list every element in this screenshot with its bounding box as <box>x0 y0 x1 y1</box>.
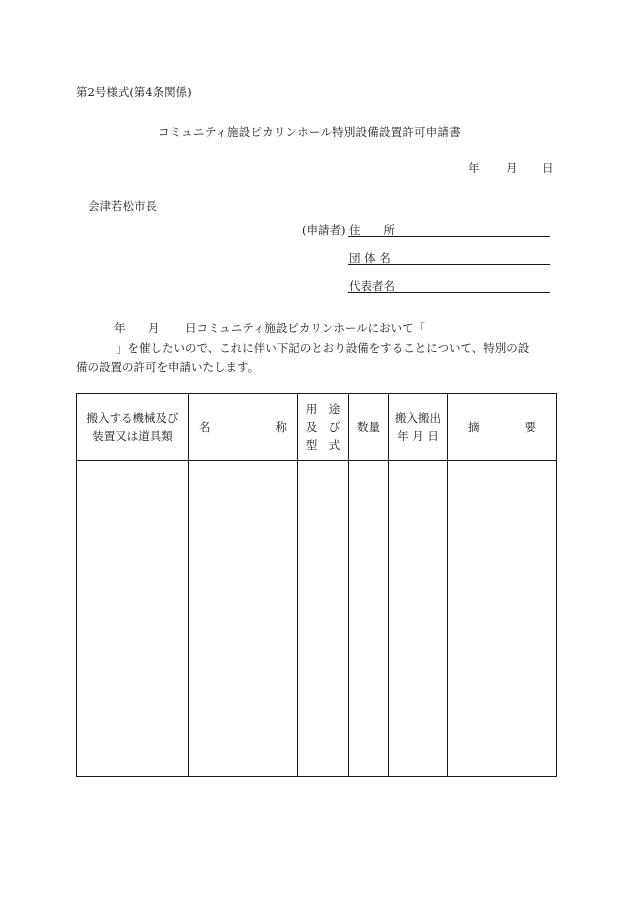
equipment-table <box>76 393 557 777</box>
representative-field[interactable] <box>348 292 550 293</box>
header-usage-type: 用 途 及 び 型 式 <box>298 394 349 461</box>
header-move-dates: 搬入搬出 年 月 日 <box>389 394 448 461</box>
header-quantity: 数量 <box>349 394 389 461</box>
date-month-label: 月 <box>506 161 518 175</box>
request-closing-text: 備の設置の許可を申請いたします。 <box>76 360 260 374</box>
date-day-label: 日 <box>542 161 554 175</box>
table-row <box>77 461 557 777</box>
address-field[interactable] <box>348 236 550 237</box>
cell-move-dates[interactable] <box>389 461 448 777</box>
cell-equipment[interactable] <box>77 461 189 777</box>
event-month-label: 月 <box>148 321 160 335</box>
cell-quantity[interactable] <box>349 461 389 777</box>
application-date <box>460 160 560 176</box>
form-title: コミュニティ施設ピカリンホール特別設備設置許可申請書 <box>158 125 461 139</box>
cell-usage-type[interactable] <box>298 461 349 777</box>
group-name-field[interactable] <box>348 264 550 265</box>
group-name-label: 団 体 名 <box>349 251 391 265</box>
cell-remarks[interactable] <box>448 461 557 777</box>
event-year-label: 年 <box>114 321 126 335</box>
table-header-row <box>77 394 557 461</box>
applicant-label: (申請者) <box>302 223 346 237</box>
event-intro-text: 日コミュニティ施設ピカリンホールにおいて「 <box>185 321 426 335</box>
representative-label: 代表者名 <box>349 279 395 293</box>
event-purpose-text: 」を催したいので、これに伴い下記のとおり設備をすることについて、特別の設 <box>116 341 530 355</box>
form-number: 第2号様式(第4条関係) <box>76 85 192 99</box>
header-equipment: 搬入する機械及び 装置又は道具類 <box>77 394 189 461</box>
date-year-label: 年 <box>468 161 480 175</box>
cell-name[interactable] <box>189 461 298 777</box>
addressee: 会津若松市長 <box>88 199 157 213</box>
header-remarks: 摘 要 <box>448 394 557 461</box>
address-label: 住 所 <box>349 223 395 237</box>
header-name: 名 称 <box>189 394 298 461</box>
